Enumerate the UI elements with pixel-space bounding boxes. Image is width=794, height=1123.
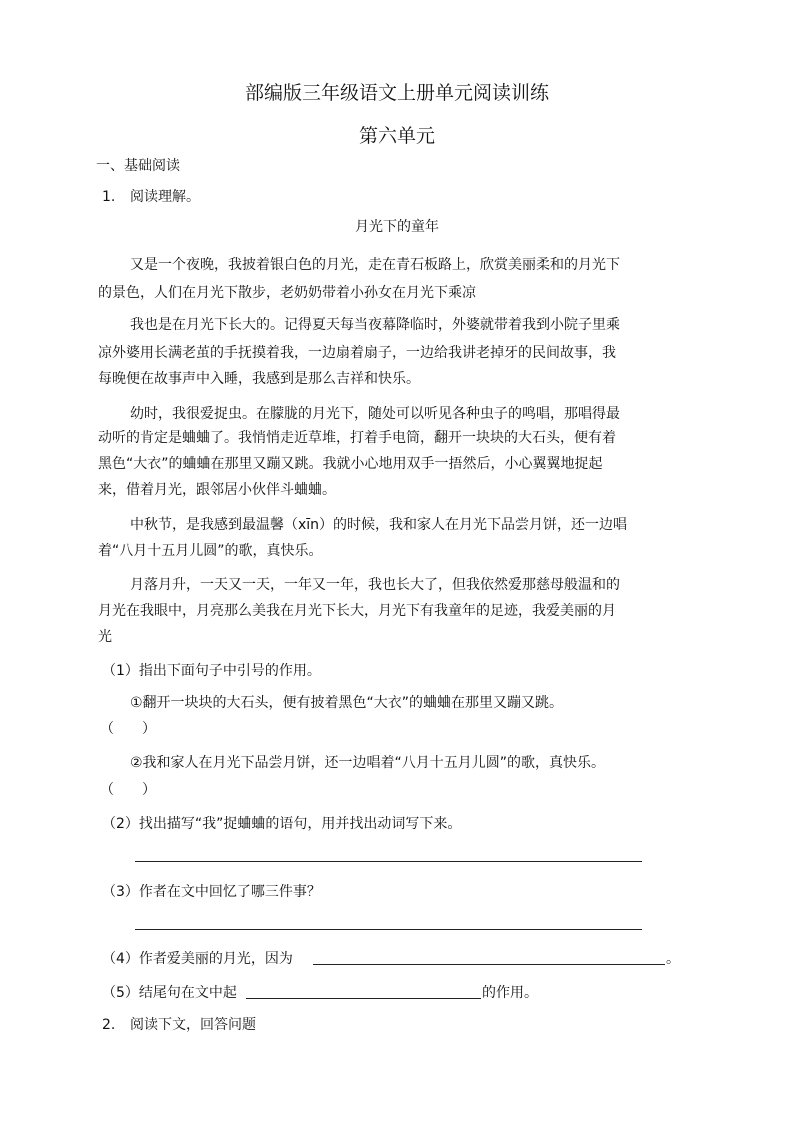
sub-question-4-suffix: 。 (666, 951, 680, 967)
unit-subtitle: 第六单元 (358, 125, 435, 147)
sub-question-3-label: （3）作者在文中回忆了哪三件事？ (102, 884, 321, 900)
question2-number: 2. (102, 1017, 116, 1033)
sub-question-2-label: （2）找出描写“我”捉蛐蛐的语句，用并找出动词写下来。 (102, 816, 462, 832)
answer-line-3[interactable] (135, 929, 642, 930)
paragraph-5-line-1: 月落月升，一天又一天，一年又一年，我也长大了，但我依然爱那慈母般温和的 (130, 577, 620, 593)
sub-question-1-label: （1）指出下面句子中引号的作用。 (102, 663, 321, 679)
paragraph-2-line-2: 凉外婆用长满老茧的手抚摸着我，一边扇着扇子，一边给我讲老掉牙的民间故事，我 (98, 345, 616, 361)
paragraph-5-line-3: 光 (98, 629, 112, 645)
question1-number: 1. (102, 189, 116, 205)
passage-title: 月光下的童年 (355, 219, 439, 235)
sub-question-4-prefix: （4）作者爱美丽的月光，因为 (102, 951, 293, 967)
answer-line-4[interactable] (313, 964, 665, 965)
sub-question-1-item-2: ②我和家人在月光下品尝月饼，还一边唱着“八月十五月儿圆”的歌，真快乐。 (130, 755, 606, 771)
paragraph-3-line-4: 来，借着月光，跟邻居小伙伴斗蛐蛐。 (98, 482, 336, 498)
paragraph-1-line-1: 又是一个夜晚，我披着银白色的月光，走在青石板路上，欣赏美丽柔和的月光下 (130, 257, 620, 273)
paragraph-5-line-2: 月光在我眼中，月亮那么美我在月光下长大，月光下有我童年的足迹，我爱美丽的月 (98, 603, 616, 619)
question2-label: 阅读下文，回答问题 (130, 1017, 256, 1033)
document-title: 部编版三年级语文上册单元阅读训练 (244, 82, 549, 104)
sub-question-1-item-1: ①翻开一块块的大石头，便有披着黑色“大衣”的蛐蛐在那里又蹦又跳。 (130, 695, 564, 711)
paragraph-3-line-3: 黑色“大衣”的蛐蛐在那里又蹦又跳。我就小心地用双手一捂然后，小心翼翼地捉起 (98, 456, 603, 472)
sub-question-5-prefix: （5）结尾句在文中起 (102, 985, 237, 1001)
question1-label: 阅读理解。 (130, 189, 200, 205)
paragraph-2-line-3: 每晚便在故事声中入睡，我感到是那么吉祥和快乐。 (98, 371, 420, 387)
sub-question-5-suffix: 的作用。 (482, 985, 538, 1001)
paragraph-1-line-2: 的景色，人们在月光下散步，老奶奶带着小孙女在月光下乘凉 (98, 285, 476, 301)
paragraph-2-line-1: 我也是在月光下长大的。记得夏天每当夜幕降临时，外婆就带着我到小院子里乘 (130, 317, 620, 333)
answer-blank-2[interactable]: （ ） (100, 782, 156, 798)
answer-line-5[interactable] (246, 998, 481, 999)
answer-blank-1[interactable]: （ ） (100, 721, 156, 737)
section-heading: 一、基础阅读 (96, 158, 180, 174)
paragraph-3-line-1: 幼时，我很爱捉虫。在朦胧的月光下，随处可以听见各种虫子的鸣唱，那唱得最 (130, 406, 620, 422)
paragraph-4-line-1: 中秋节，是我感到最温馨（xīn）的时候，我和家人在月光下品尝月饼，还一边唱 (130, 517, 628, 533)
paragraph-3-line-2: 动听的肯定是蛐蛐了。我悄悄走近草堆，打着手电筒，翻开一块块的大石头，便有着 (98, 430, 616, 446)
paragraph-4-line-2: 着“八月十五月儿圆”的歌，真快乐。 (98, 543, 323, 559)
answer-line-2[interactable] (135, 861, 642, 862)
